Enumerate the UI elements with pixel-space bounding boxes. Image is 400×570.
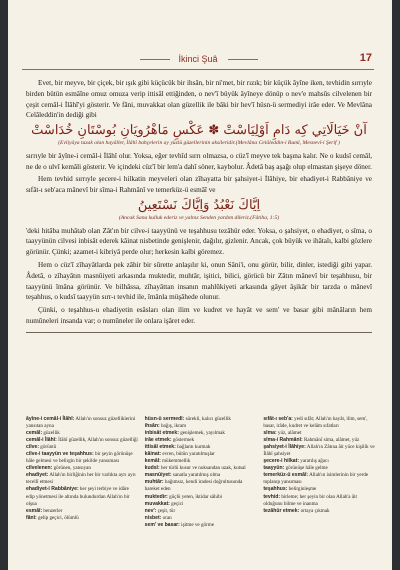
header-ornament-right <box>228 59 258 60</box>
glossary-definition: yaratılış ağacı <box>299 458 329 465</box>
glossary-entry <box>263 430 376 437</box>
glossary-term: sîma-i Rahmânî: <box>263 437 303 444</box>
glossary-entry <box>145 423 258 430</box>
glossary-term: cilvelenen: <box>26 465 53 472</box>
glossary-term: kudsî: <box>144 465 160 472</box>
glossary-entry <box>26 508 139 515</box>
paragraph: Hem o cüz'î zîhayâtlarda pek zâhir bir sûrette anlaşılır ki, onun Sâni'i, onu görür, bilir, dinler, istediği gibi yapar. Âdetâ, o zîhayâtın masnûiyeti arkasında muktedir, muhtâr, işitici, bilici, görücü bir Zâtın mânevî bir teşahhusu, bir taayyünü îmâna görünür. Ve bilhâssa, zîhayâttan insanın mahlûkiyeti arkasında gâyet âşikâr bir tarzda o mânevî teşahhus, o kudsî taayyün sırr-ı tevhid ile, îmânla müşâhede olunur. <box>26 260 372 302</box>
chapter-title: İkinci Şuâ <box>178 54 218 64</box>
glossary-entry <box>145 430 258 437</box>
glossary-entry <box>26 451 139 465</box>
glossary-entry <box>26 437 139 444</box>
glossary-definition: görünüşe hâle gelme <box>284 465 328 472</box>
glossary-term: irâe etmek: <box>144 437 172 444</box>
arabic-verse-1: آنْ خَيَالَاتِي كِه دَامِ اَوْلِيَاسْتْ ✽ عَكْسِ مَاهْرُويَانِ بُوسْتَانِ خُدَاسْتْ <box>31 123 367 139</box>
glossary-definition: Rahmânî sima, alâmet, yüz <box>302 437 360 444</box>
verse-translation-1: (Evliyâya tuzak olan hayâller, İlâhî bahçelerin ay yüzlü güzellerinin aksileridir.(Mevlâna Celâleddin-i Rumî, Mesnevî-i Şerif ) <box>58 140 340 147</box>
glossary-entry <box>263 444 376 458</box>
glossary-term: cilve-i taayyün ve teşahhus: <box>26 451 94 458</box>
glossary-term: tezâhür etmek: <box>263 507 300 514</box>
verse-translation-2: (Ancak Sana kulluk ederiz ve yalnız Senden yardım dileriz.(Fâtiha, 1:5) <box>118 214 280 221</box>
glossary-term: kâinat: <box>144 451 162 458</box>
glossary-definition: Allah'ın sonsuz güzelliklerini yansıtan ayna <box>26 416 136 430</box>
glossary-term: muktedir: <box>144 493 168 500</box>
glossary-column <box>26 416 139 529</box>
glossary-term: cilve: <box>26 444 40 451</box>
glossary-term: cemâl: <box>26 430 43 437</box>
glossary-definition: evren, bütün yaratılmışlar <box>161 451 215 458</box>
glossary-entry <box>26 486 139 507</box>
glossary-definition: güçlü yeten, iktidar sâhibi <box>167 493 223 500</box>
glossary-entry <box>145 444 258 451</box>
glossary-term: sıfât-ı seb'a: <box>263 416 293 422</box>
arabic-verse-2: اِيَّاكَ نَعْبُدُ وَاِيَّاكَ نَسْتَعِينُ <box>137 197 261 213</box>
glossary-entry <box>263 458 376 465</box>
glossary-term: teşahhus: <box>263 486 288 493</box>
glossary-term: cemâl-i İlâhî: <box>26 437 57 444</box>
glossary-definition: Allah'ın isimlerinin bir yerde toplanıp yansıması <box>263 472 369 486</box>
page-header <box>22 54 374 70</box>
glossary-entry <box>145 479 258 493</box>
glossary-entry <box>263 494 376 508</box>
glossary-definition: bağış, ikram <box>159 423 187 430</box>
glossary-entry <box>145 416 258 423</box>
paragraph: Hem tevhid sırrıyle şecere-i hilkatin meyveleri olan zîhayatta bir şahsiyet-i İlâhiye, bir ehadiyet-i Rabbâniye ve sıfât-ı seb'aca mânevî bir sîma-i Rahmânî ve temerküz-ü esmâî ve <box>26 175 372 195</box>
glossary-term: şahsiyet-i İlâhiye: <box>263 444 306 451</box>
glossary-definition: işitme ve görme <box>179 521 214 528</box>
paragraph: 'deki hitâba muhâtab olan Zât'ın bir cilve-i taayyünü ve teşahhusu tezâhür eder. Yoksa, o şahsiyet, o ehadiyet, o sîma, o taayyünün cilvesi inbisât ederek kâinat nisbetinde genişlenir, dağılır, gizlenir. Ancak, çok büyük ve ihâtalı, kalbi gözlere görünür. Çünki; azamet-i kibriyâ perde olur; herkesin kalbi göremez. <box>26 226 372 257</box>
glossary-entry <box>145 451 258 458</box>
glossary-term: esmâî: <box>26 507 43 514</box>
glossary-term: muhtâr: <box>144 479 164 486</box>
glossary-definition: her türlü kusur ve noksandan uzak, kutsal <box>159 465 246 472</box>
glossary-definition: sanatla yaratılmış olma <box>171 472 221 479</box>
glossary-definition: bağlantı kurmak <box>175 444 211 451</box>
glossary-entry <box>263 486 376 493</box>
glossary-definition: İlâhî güzellik, Allah'ın sonsuz güzelliği <box>56 437 138 444</box>
glossary-entry <box>26 515 139 522</box>
glossary-term: âyîne-i cemâl-i İlâhî: <box>26 416 75 422</box>
glossary-term: tevhid: <box>263 493 281 500</box>
glossary-term: nev': <box>144 507 157 514</box>
glossary-definition: yedi sıfât; Allah'ın hayât, ilim, sem', basar, irâde, kudret ve kelâm sıfatları <box>263 416 368 430</box>
glossary-term: hüsn-ü sermedî: <box>144 416 185 422</box>
glossary-definition: bir şeyin görünüşe hâle gelmesi ve belirgin bir şekilde yansıması <box>26 451 133 465</box>
header-rule <box>22 69 374 70</box>
glossary-term: kemâl: <box>144 458 161 465</box>
glossary-definition: görünen, yansıyan <box>52 465 91 472</box>
glossary-definition: sürekli, kalıcı güzellik <box>184 416 231 422</box>
glossary-entry <box>145 515 258 522</box>
glossary-definition: oran <box>161 514 172 521</box>
glossary-term: inbisât etmek: <box>144 430 179 437</box>
glossary-definition: yüz, alâmet <box>276 430 302 437</box>
glossary-definition: benzerler <box>42 507 63 514</box>
glossary-term: taayyün: <box>263 465 285 472</box>
glossary-entry <box>263 508 376 515</box>
glossary-separator <box>26 332 372 333</box>
glossary-definition: göstermek <box>171 437 195 444</box>
glossary-definition: gelip geçici, ölümlü <box>36 514 79 521</box>
page-number: 17 <box>359 52 372 64</box>
glossary-term: sîma: <box>263 430 277 437</box>
glossary-term: şecere-i hilkat: <box>263 458 300 465</box>
glossary-term: sem' ve basar: <box>144 521 180 528</box>
paragraph: Evet, bir meyve, bir çiçek, bir ışık gibi küçücük bir ihsân, bir ni'met, bir rızık; bir küçük âyîne iken, tevhidin sırrıyle birden bütün esmâîne omuz omuza verip ittisâl ettiğinden, o nev'î büyük âyîneye dönüp o nev'e mahsûs cilvelenen bir çeşit cemâl-i İlâhî'yi gösterir. Ve fâni, muvakkat olan güzellik ile bâki bir hev'î hüsn-ü sermediyi irâe eder. Ve Mevlâna Celâleddin'in dediği gibi <box>26 79 372 120</box>
paragraph: Çünki, o teşahhus-u ehadiyetin esâsları olan ilim ve kudret ve hayât ve sem' ve basar gibi mânâların hem numûneleri insanda var; o numûneler ile onlara işâret eder. <box>26 306 372 325</box>
glossary-term: fânî: <box>26 514 37 521</box>
glossary-entry <box>145 501 258 508</box>
glossary-entry <box>263 472 376 486</box>
glossary-term: ihsân: <box>144 423 160 430</box>
glossary-definition: birleme; her şeyin bir olan Allah'a âit olduğunu bilme ve inanma <box>263 493 357 507</box>
glossary-definition: geçici <box>169 500 184 507</box>
glossary-entry <box>145 494 258 501</box>
glossary-term: muvakkat: <box>144 500 170 507</box>
main-text <box>26 78 372 337</box>
glossary-column <box>145 416 258 529</box>
glossary-term: nisbet: <box>144 514 162 521</box>
glossary-definition: belirginleşme <box>287 486 317 493</box>
glossary-definition: bağımsız, kendi iradesi doğrultusunda hareket eden <box>144 479 243 493</box>
glossary-definition: görüntü <box>39 444 57 451</box>
paragraph: sırrıyle bir âyîne-i cemâl-i İlâhî olur. Yoksa, eğer tevhîd sırrı olmazsa, o cüz'î meyve tek başına kalır. Ne o kudsî cemâl, ne de o ulvî kemâli gösterir. Ve içindeki cüz'î bir lem'a dahî söner, kaybolur. Âdetâ baş aşağı olup elmastan şişeye döner. <box>26 151 372 171</box>
glossary-definition: ortaya çıkmak <box>299 507 330 514</box>
glossary-entry <box>145 508 258 515</box>
glossary-term: ittisâl etmek: <box>144 444 176 451</box>
glossary-entry <box>26 472 139 486</box>
glossary-entry <box>145 458 258 465</box>
glossary-entry <box>263 465 376 472</box>
glossary-definition: Allah'ın Zâtına âit yüce kişilik ve İlâhî şahsiyet <box>263 444 375 458</box>
glossary-definition: çeşit, tür <box>156 507 176 514</box>
glossary-definition: her şeyi terbiye ve idâre edip yönetmesi ile altında bulundurdan Allah'ın bir olşua <box>26 486 130 507</box>
glossary-definition: mükemmellik <box>160 458 191 465</box>
glossary-entry <box>26 416 139 430</box>
book-page <box>8 0 392 570</box>
glossary-term: masnûiyet: <box>144 472 172 479</box>
glossary-term: ehadiyet-i Rabbâniye: <box>26 486 79 493</box>
glossary-term: ehadiyet: <box>26 472 49 479</box>
glossary-definition: genişlemek, yayılmak <box>178 430 225 437</box>
glossary-entry <box>145 522 258 529</box>
glossary-entry <box>26 444 139 451</box>
glossary-column <box>263 416 376 529</box>
glossary-entry <box>145 465 258 472</box>
glossary-term: temerküz-ü esmâî: <box>263 472 309 479</box>
glossary-definition: güzellik <box>42 430 60 437</box>
glossary <box>26 416 376 529</box>
right-page-edge <box>392 0 400 570</box>
glossary-definition: Allah'ın birliğinin her bir varlıkta ayrı ayrı tecellî etmesi <box>26 472 136 486</box>
left-page-edge <box>0 0 8 570</box>
glossary-entry <box>263 416 376 430</box>
